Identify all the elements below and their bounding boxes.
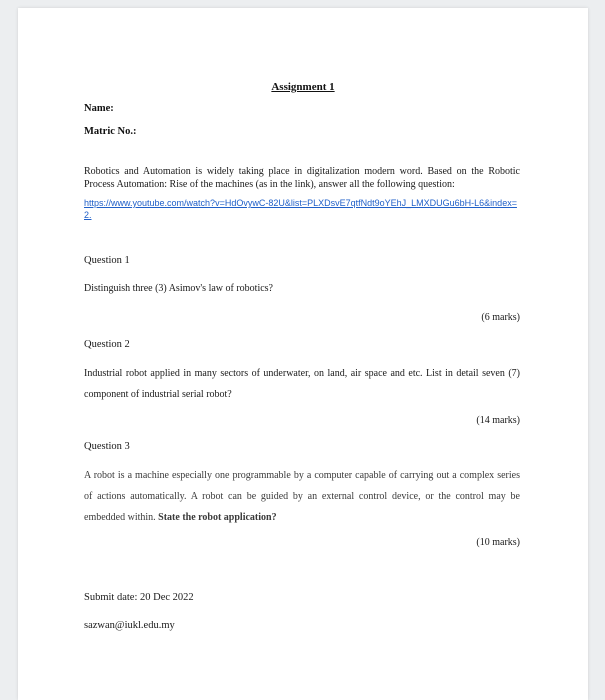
question-1-marks: (6 marks) <box>481 312 520 323</box>
question-2-heading: Question 2 <box>84 339 130 350</box>
contact-email: sazwan@iukl.edu.my <box>84 620 175 631</box>
question-3-heading: Question 3 <box>84 441 130 452</box>
question-1-text: Distinguish three (3) Asimov's law of robotics? <box>84 283 273 294</box>
matric-label: Matric No.: <box>84 126 137 137</box>
document-page <box>18 8 588 700</box>
question-1-heading: Question 1 <box>84 255 130 266</box>
intro-paragraph: Robotics and Automation is widely taking place in digitalization modern word. Based on the Robotic Process Automation: Rise of the machines (as in the link), answer all the following question: <box>84 166 520 190</box>
question-3-bold-text: State the robot application? <box>158 512 277 523</box>
question-2-text: Industrial robot applied in many sectors of underwater, on land, air space and etc. List in detail seven (7) component of industrial serial robot? <box>84 368 520 400</box>
submit-date: Submit date: 20 Dec 2022 <box>84 592 194 603</box>
question-3-paragraph <box>84 465 520 528</box>
question-3-marks: (10 marks) <box>476 537 520 548</box>
name-label: Name: <box>84 103 114 114</box>
assignment-title: Assignment 1 <box>271 81 335 93</box>
question-3-text: A robot is a machine especially one programmable by a computer capable of carrying out a complex series of actions automatically. A robot can be guided by an external control device, or the control may be embedded within. <box>84 470 520 523</box>
video-link[interactable]: https://www.youtube.com/watch?v=HdOvywC-82U&list=PLXDsvE7qtfNdt9oYEhJ_LMXDUGu6bH-L6&index=2. <box>84 198 517 220</box>
question-2-marks: (14 marks) <box>476 415 520 426</box>
